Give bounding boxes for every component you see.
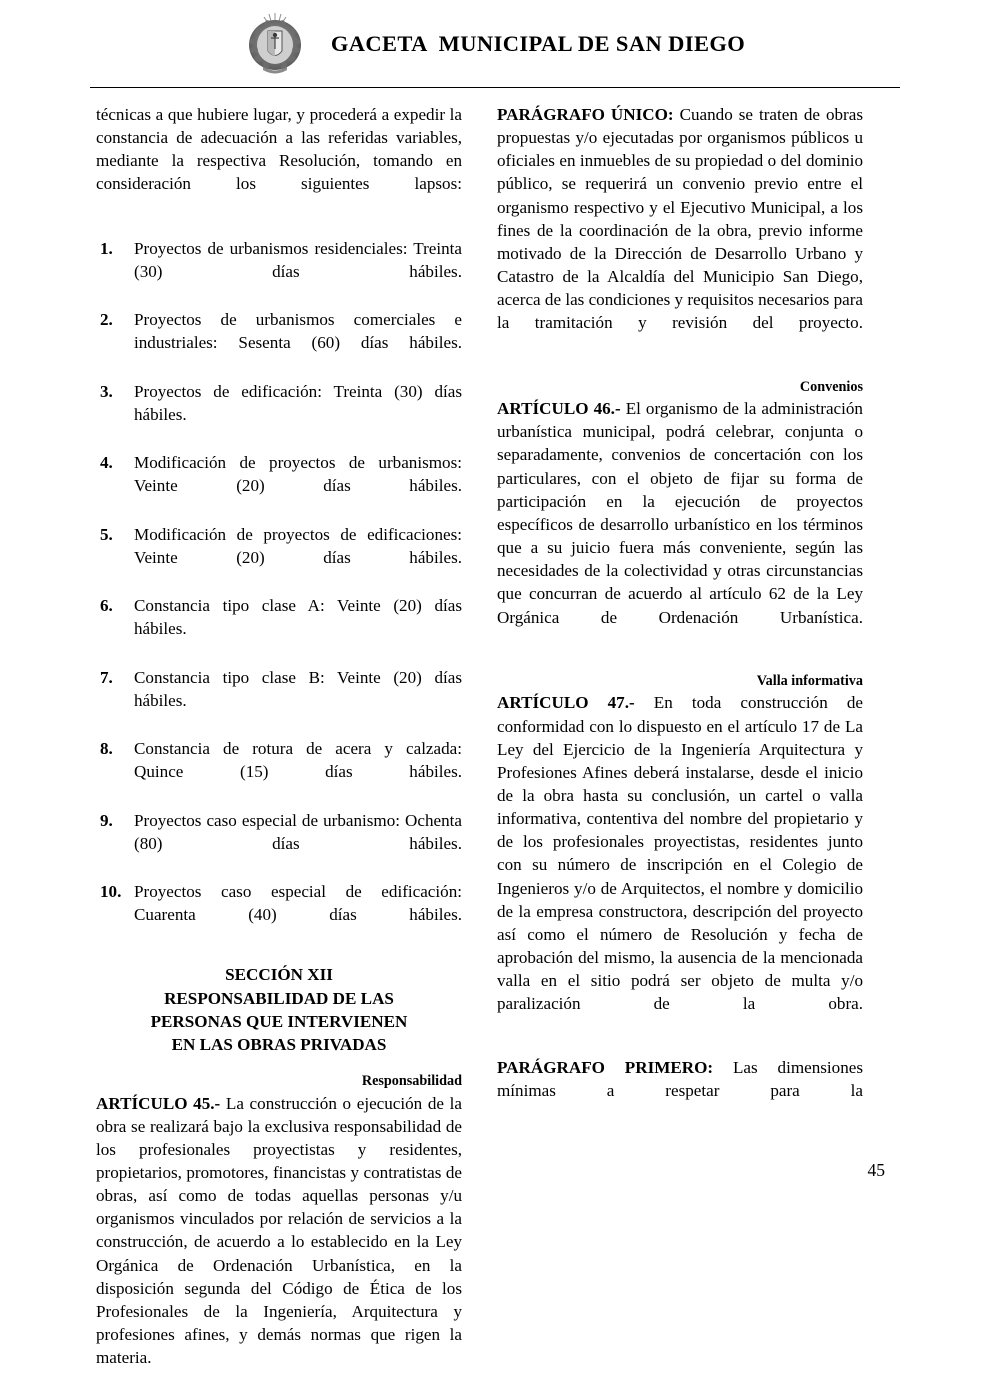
margin-note-valla-informativa: Valla informativa	[756, 672, 863, 689]
section-heading-line-4: EN LAS OBRAS PRIVADAS	[171, 1034, 387, 1054]
section-heading-line-2: RESPONSABILIDAD DE LAS	[164, 988, 394, 1008]
list-item	[96, 737, 462, 806]
list-item	[96, 451, 462, 520]
list-item-text: Modificación de proyectos de urbanismos: Veinte (20) días hábiles.	[134, 453, 462, 496]
articulo-47-body: En toda construcción de conformidad con lo dispuesto en el artículo 17 de La Ley del Ejercicio de la Ingeniería Arquitectura y Profesiones Afines deberá instalarse, desde el inicio de la obra hasta su conclusión, un cartel o valla informativa, contentiva del nombre del propietario y de los profesionales proyectistas, residentes junto con su número de inscripción en el Colegio de Ingenieros y/o de Arquitectos, el nombre y domicilio de la empresa constructora, descripción del proyecto así como el número de Resolución y fecha de aprobación del mismo, la ausencia de la mencionada valla en el sitio podrá ser objeto de multa y/o paralización de la obra.	[497, 693, 863, 1014]
paragrafo-unico	[497, 103, 863, 358]
list-item	[96, 666, 462, 735]
list-item-text: Constancia tipo clase A: Veinte (20) días hábiles.	[134, 596, 462, 639]
articulo-45-label: ARTÍCULO 45.-	[96, 1093, 221, 1113]
paragrafo-unico-label: PARÁGRAFO ÚNICO:	[497, 105, 674, 124]
page-number: 45	[867, 1160, 885, 1180]
list-item-number: 1.	[100, 238, 113, 258]
list-item-number: 10.	[100, 882, 122, 901]
municipal-coat-of-arms-icon	[245, 11, 305, 77]
masthead-divider	[90, 87, 900, 88]
list-item-number: 6.	[100, 596, 113, 616]
margin-note-convenios: Convenios	[799, 378, 863, 395]
list-item-number: 4.	[100, 453, 113, 473]
list-item	[96, 880, 462, 949]
list-item-text: Proyectos de urbanismos residenciales: Treinta (30) días hábiles.	[134, 238, 462, 281]
list-item-number: 3.	[100, 381, 113, 401]
list-item-text: Modificación de proyectos de edificaciones: Veinte (20) días hábiles.	[134, 524, 462, 567]
list-item-number: 7.	[100, 667, 113, 687]
list-item-text: Constancia tipo clase B: Veinte (20) días hábiles.	[134, 667, 462, 710]
list-item	[96, 809, 462, 878]
paragrafo-unico-body: Cuando se traten de obras propuestas y/o ejecutadas por organismos públicos u oficiales en inmuebles de su propiedad o del dominio público, se requerirá un convenio previo entre el organismo respectivo y el Ejecutivo Municipal, a los fines de la coordinación de la obra, previo informe motivado de la Dirección de Desarrollo Urbano y Catastro de la Alcaldía del Municipio San Diego, acerca de las condiciones y requisitos necesarios para la tramitación y revisión del proyecto.	[497, 105, 863, 333]
list-item-text: Proyectos de urbanismos comerciales e industriales: Sesenta (60) días hábiles.	[134, 310, 462, 353]
articulo-47	[497, 691, 863, 1038]
section-heading-line-3: PERSONAS QUE INTERVIENEN	[150, 1011, 408, 1031]
publication-title: GACETA MUNICIPAL DE SAN DIEGO	[330, 31, 746, 56]
list-item	[96, 237, 462, 306]
paragrafo-primero-body: Las dimensiones mínimas a respetar para la	[497, 1057, 863, 1100]
list-item-number: 5.	[100, 524, 113, 544]
articulo-45	[96, 1092, 462, 1393]
list-item-text: Constancia de rotura de acera y calzada: Quince (15) días hábiles.	[134, 739, 462, 782]
list-item-text: Proyectos caso especial de urbanismo: Ochenta (80) días hábiles.	[134, 810, 462, 853]
section-heading-line-1: SECCIÓN XII	[225, 965, 333, 985]
list-item	[96, 380, 462, 449]
list-item-number: 9.	[100, 810, 113, 830]
list-item-number: 8.	[100, 739, 113, 759]
list-item-number: 2.	[100, 310, 113, 330]
section-heading	[96, 963, 462, 1056]
intro-paragraph: técnicas a que hubiere lugar, y procederá a expedir la constancia de adecuación a las referidas variables, mediante la respectiva Resolución, tomando en consideración los siguientes lapsos:	[96, 105, 462, 194]
articulo-47-label: ARTÍCULO 47.-	[497, 693, 635, 713]
list-item-text: Proyectos caso especial de edificación: Cuarenta (40) días hábiles.	[134, 882, 462, 925]
list-item	[96, 594, 462, 663]
list-item	[96, 523, 462, 592]
list-item	[96, 308, 462, 377]
paragrafo-primero-label: PARÁGRAFO PRIMERO:	[497, 1057, 714, 1077]
articulo-46-body: El organismo de la administración urbanística municipal, podrá celebrar, conjunta o separadamente, convenios de concertación con los particulares, con el objeto de fijar su forma de participación en la ejecución de proyectos específicos de desarrollo urbanístico en los términos que a su juicio fuera más conveniente, según las necesidades de la colectividad y otras circunstancias que concurran de acuerdo al artículo 62 de la Ley Orgánica de Ordenación Urbanística.	[497, 399, 863, 627]
margin-note-responsabilidad: Responsabilidad	[361, 1073, 462, 1090]
left-column	[96, 103, 462, 1393]
articulo-46	[497, 397, 863, 652]
articulo-45-body: La construcción o ejecución de la obra se realizará bajo la exclusiva responsabilidad de los profesionales proyectistas y residentes, propietarios, promotores, financistas y contratistas de obras, así como de todas aquellas personas y/u organismos vinculados por relación de servicios a la construcción, de acuerdo a lo establecido en la Ley Orgánica de Ordenación Urbanística, en la disposición segunda del Código de Ética de los Profesionales de la Ingeniería, Arquitectura y profesiones afines, y demás normas que rigen la materia.	[96, 1093, 462, 1368]
list-item-text: Proyectos de edificación: Treinta (30) días hábiles.	[134, 381, 462, 424]
masthead	[90, 8, 900, 80]
lapsos-list	[96, 237, 462, 950]
articulo-46-label: ARTÍCULO 46.-	[497, 399, 621, 419]
paragrafo-primero	[497, 1056, 863, 1125]
right-column	[497, 103, 863, 1125]
